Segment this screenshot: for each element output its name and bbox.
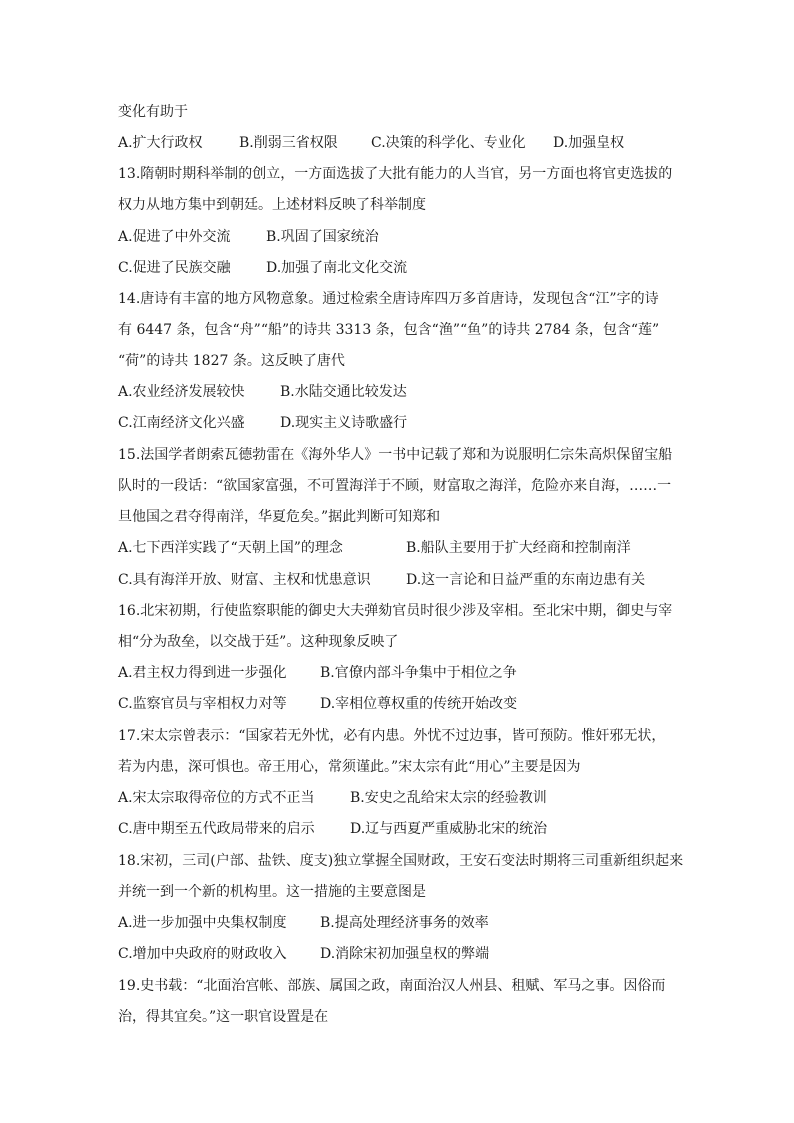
option-d: D.加强皇权: [553, 135, 625, 151]
question-13-stem: 13.隋朝时期科举制的创立，一方面选拔了大批有能力的人当官，另一方面也将官吏选拔的: [118, 166, 673, 182]
question-19-stem: 19.史书载：“北面治宫帐、部族、属国之政，南面治汉人州县、租赋、军马之事。因俗而: [118, 978, 666, 994]
q16-options: [118, 663, 718, 683]
option-b: B.削弱三省权限: [239, 135, 338, 151]
option-b: B.安史之乱给宋太宗的经验教训: [350, 790, 547, 806]
option-c: C.促进了民族交融: [118, 260, 231, 276]
question-14-stem: 14.唐诗有丰富的地方风物意象。通过检索全唐诗库四万多首唐诗，发现包含“江”字的诗: [118, 291, 659, 307]
option-a: A.宋太宗取得帝位的方式不正当: [118, 790, 315, 806]
option-d: D.辽与西夏严重威胁北宋的统治: [350, 821, 548, 837]
q17-options: [118, 788, 718, 808]
option-c: C.唐中期至五代政局带来的启示: [118, 821, 315, 837]
q18-options: [118, 913, 718, 933]
q12-options: [118, 133, 718, 153]
option-c: C.决策的科学化、专业化: [371, 135, 526, 151]
option-b: B.巩固了国家统治: [266, 229, 379, 245]
q17-options: [118, 819, 718, 839]
option-a: A.扩大行政权: [118, 135, 203, 151]
q18-options: [118, 944, 718, 964]
q13-options: [118, 258, 718, 278]
question-15-stem: 队时的一段话：“欲国家富强，不可置海洋于不顾，财富取之海洋，危险亦来自海，……一: [118, 478, 672, 494]
option-c: C.江南经济文化兴盛: [118, 415, 245, 431]
question-14-stem: 有 6447 条，包含“舟”“船”的诗共 3313 条，包含“渔”“鱼”的诗共 2784 条，包含“莲”: [118, 322, 660, 338]
q14-options: [118, 382, 718, 402]
option-d: D.宰相位尊权重的传统开始改变: [320, 696, 518, 712]
question-15-stem: 旦他国之君夺得南洋，华夏危矣。”据此判断可知郑和: [118, 509, 441, 525]
option-c: C.增加中央政府的财政收入: [118, 946, 287, 962]
option-a: A.君主权力得到进一步强化: [118, 665, 287, 681]
option-d: D.现实主义诗歌盛行: [280, 415, 408, 431]
question-13-stem: 权力从地方集中到朝廷。上述材料反映了科举制度: [118, 197, 426, 213]
q15-options: [118, 538, 718, 558]
option-d: D.消除宋初加强皇权的弊端: [320, 946, 490, 962]
q15-options: [118, 570, 718, 590]
option-a: A.进一步加强中央集权制度: [118, 915, 287, 931]
q16-options: [118, 694, 718, 714]
question-15-stem: 15.法国学者朗索瓦德勃雷在《海外华人》一书中记载了郑和为说服明仁宗朱高炽保留宝船: [118, 447, 673, 463]
option-c: C.监察官员与宰相权力对等: [118, 696, 287, 712]
question-18-stem: 并统一到一个新的机构里。这一措施的主要意图是: [118, 884, 426, 900]
option-b: B.水陆交通比较发达: [280, 384, 407, 400]
option-a: A.农业经济发展较快: [118, 384, 245, 400]
continuation-text: 变化有助于: [118, 104, 188, 120]
option-d: D.这一言论和日益严重的东南边患有关: [406, 572, 646, 588]
option-b: B.提高处理经济事务的效率: [320, 915, 489, 931]
q14-options: [118, 413, 718, 433]
question-14-stem: “荷”的诗共 1827 条。这反映了唐代: [118, 353, 345, 369]
option-b: B.船队主要用于扩大经商和控制南洋: [406, 540, 631, 556]
question-16-stem: 16.北宋初期，行使监察职能的御史大夫弹劾官员时很少涉及宰相。至北宋中期，御史与宰: [118, 603, 673, 619]
question-17-stem: 17.宋太宗曾表示：“国家若无外忧，必有内患。外忧不过边事，皆可预防。惟奸邪无状，: [118, 728, 666, 744]
option-a: A.七下西洋实践了“天朝上国”的理念: [118, 540, 343, 556]
question-18-stem: 18.宋初，三司(户部、盐铁、度支)独立掌握全国财政，王安石变法时期将三司重新组织起来: [118, 853, 684, 869]
option-d: D.加强了南北文化交流: [266, 260, 408, 276]
option-b: B.官僚内部斗争集中于相位之争: [320, 665, 517, 681]
question-17-stem: 若为内患，深可惧也。帝王用心，常须谨此。”宋太宗有此“用心”主要是因为: [118, 759, 581, 775]
question-16-stem: 相“分为敌垒，以交战于廷”。这种现象反映了: [118, 634, 399, 650]
option-c: C.具有海洋开放、财富、主权和忧患意识: [118, 572, 371, 588]
q13-options: [118, 227, 718, 247]
option-a: A.促进了中外交流: [118, 229, 231, 245]
question-19-stem: 治，得其宜矣。”这一职官设置是在: [118, 1009, 329, 1025]
